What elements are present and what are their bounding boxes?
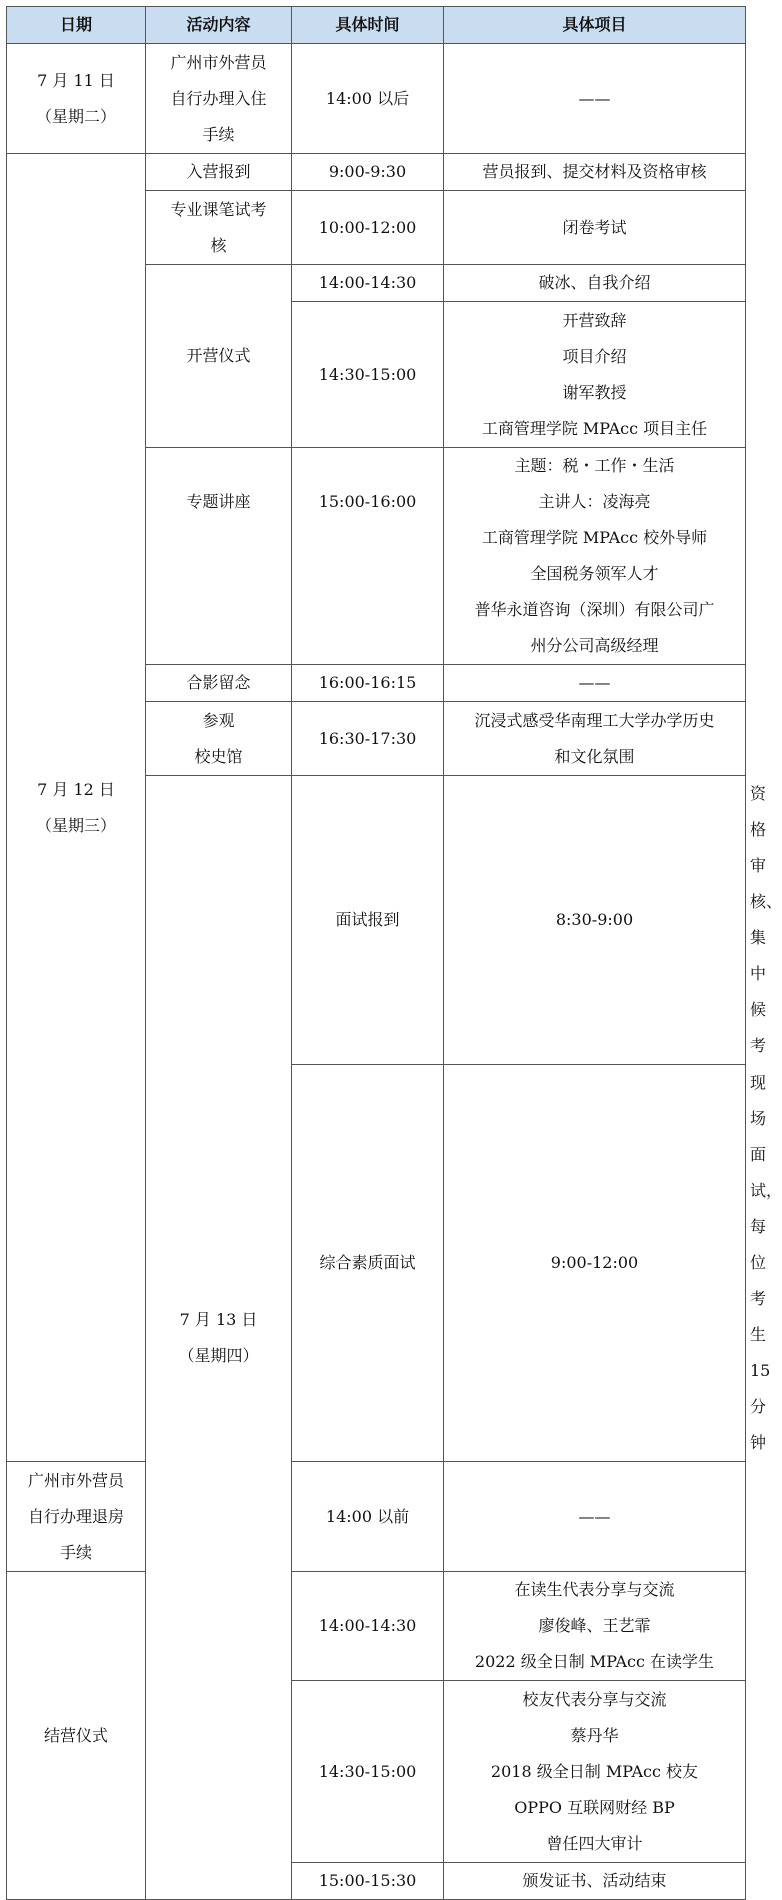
activity-cell: 入营报到 <box>146 154 292 191</box>
weekday-label: （星期二） <box>35 106 116 126</box>
item-cell: 破冰、自我介绍 <box>444 265 746 302</box>
header-date: 日期 <box>7 7 146 44</box>
time-cell: 15:00-15:30 <box>292 1863 444 1900</box>
date-label: 7 月 13 日 <box>179 1309 258 1329</box>
time-cell: 8:30-9:00 <box>444 776 746 1065</box>
time-cell: 14:30-15:00 <box>292 302 444 448</box>
table-row: 7 月 13 日 （星期四） 面试报到 8:30-9:00 资格审核、集中候考 <box>7 776 746 1065</box>
time-cell: 14:00 以前 <box>292 1462 444 1572</box>
time-cell: 16:00-16:15 <box>292 665 444 702</box>
item-cell: 全国税务领军人才 普华永道咨询（深圳）有限公司广 州分公司高级经理 <box>444 556 746 665</box>
item-cell: —— <box>444 665 746 702</box>
activity-cell: 面试报到 <box>292 776 444 1065</box>
activity-cell: 综合素质面试 <box>292 1065 444 1462</box>
item-cell: —— <box>444 44 746 154</box>
item-cell: 颁发证书、活动结束 <box>444 1863 746 1900</box>
time-cell: 14:00 以后 <box>292 44 444 154</box>
date-label: 7 月 12 日 <box>37 779 115 799</box>
item-cell: 主题：税・工作・生活 主讲人：凌海亮 工商管理学院 MPAcc 校外导师 <box>444 448 746 557</box>
activity-cell: 广州市外营员 自行办理入住 手续 <box>146 44 292 154</box>
table-row <box>7 44 746 154</box>
item-cell: 营员报到、提交材料及资格审核 <box>444 154 746 191</box>
weekday-label: （星期四） <box>178 1345 259 1365</box>
item-cell: 开营致辞 项目介绍 谢军教授 工商管理学院 MPAcc 项目主任 <box>444 302 746 448</box>
time-cell: 16:30-17:30 <box>292 702 444 776</box>
date-cell <box>7 154 146 1462</box>
time-cell: 9:00-12:00 <box>444 1065 746 1462</box>
activity-cell: 结营仪式 <box>7 1572 146 1900</box>
item-cell: —— <box>444 1462 746 1572</box>
activity-cell: 广州市外营员 自行办理退房 手续 <box>7 1462 146 1572</box>
date-cell <box>146 776 292 1900</box>
time-cell: 10:00-12:00 <box>292 191 444 265</box>
table-row <box>7 154 746 191</box>
activity-cell: 专题讲座 <box>146 448 292 557</box>
item-cell: 闭卷考试 <box>444 191 746 265</box>
date-cell <box>7 44 146 154</box>
time-cell: 14:00-14:30 <box>292 1572 444 1681</box>
activity-cell <box>146 556 292 665</box>
header-item: 具体项目 <box>444 7 746 44</box>
activity-cell: 合影留念 <box>146 665 292 702</box>
item-cell: 沉浸式感受华南理工大学办学历史 和文化氛围 <box>444 702 746 776</box>
time-cell: 9:00-9:30 <box>292 154 444 191</box>
header-activity: 活动内容 <box>146 7 292 44</box>
header-row <box>7 7 746 44</box>
table-row <box>7 1572 746 1681</box>
schedule-table <box>6 6 782 1900</box>
activity-cell: 专业课笔试考 核 <box>146 191 292 265</box>
header-time: 具体时间 <box>292 7 444 44</box>
table-row: 综合素质面试 9:00-12:00 现场面试，每位考生 15 分钟 <box>7 1065 746 1462</box>
time-cell: 14:30-15:00 <box>292 1681 444 1863</box>
time-cell <box>292 556 444 665</box>
item-cell: 在读生代表分享与交流 廖俊峰、王艺霏 2022 级全日制 MPAcc 在读学生 <box>444 1572 746 1681</box>
time-cell: 15:00-16:00 <box>292 448 444 557</box>
weekday-label: （星期三） <box>35 815 116 835</box>
item-cell: 校友代表分享与交流 蔡丹华 2018 级全日制 MPAcc 校友 OPPO 互联网财经 BP 曾任四大审计 <box>444 1681 746 1863</box>
table-row <box>7 1462 746 1572</box>
time-cell: 14:00-14:30 <box>292 265 444 302</box>
activity-cell: 开营仪式 <box>146 265 292 448</box>
activity-cell: 参观 校史馆 <box>146 702 292 776</box>
date-label: 7 月 11 日 <box>37 70 115 90</box>
